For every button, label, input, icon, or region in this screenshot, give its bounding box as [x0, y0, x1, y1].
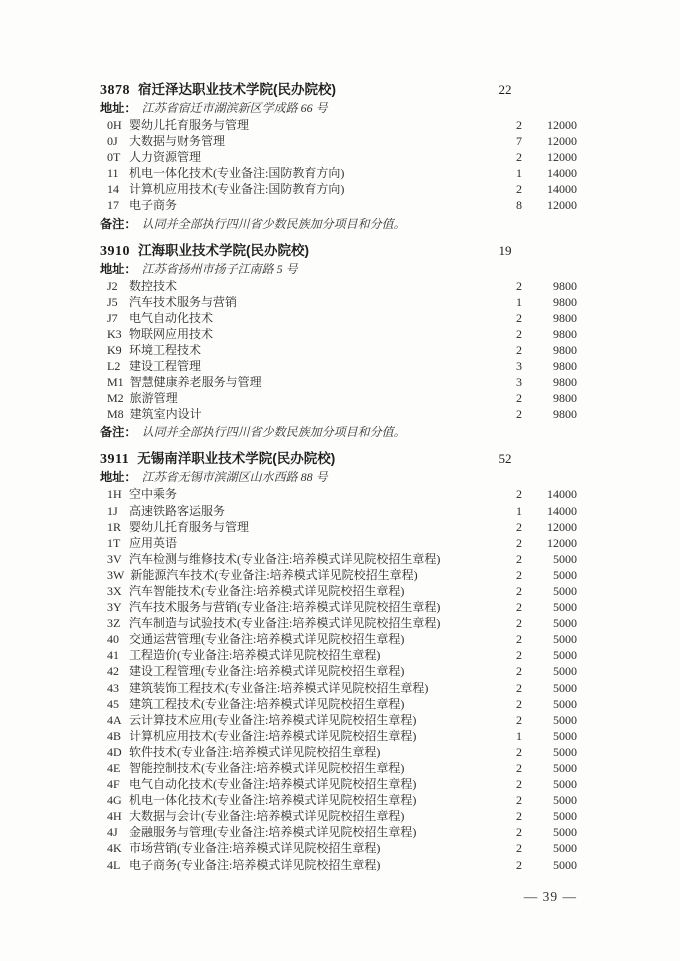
- school-section: [100, 241, 577, 442]
- school-total-quota: 22: [498, 82, 512, 97]
- school-name: 无锡南洋职业技术学院(民办院校): [137, 451, 336, 467]
- program-quota: 2: [516, 600, 522, 615]
- program-row: [100, 374, 577, 390]
- program-name: 空中乘务: [129, 487, 178, 502]
- program-name: 电子商务: [129, 198, 178, 213]
- program-name: 电子商务(专业备注:培养模式详见院校招生章程): [129, 857, 381, 872]
- address-label: 地址：: [100, 261, 137, 276]
- school-total-quota: 19: [498, 242, 512, 258]
- program-quota: 2: [516, 680, 522, 695]
- program-code: 4E: [107, 761, 121, 775]
- school-section: [100, 449, 577, 872]
- program-quota: 7: [516, 134, 522, 149]
- address-text: 江苏省无锡市滨湖区山水西路 88 号: [141, 470, 328, 485]
- program-name: 高速铁路客运服务: [129, 503, 226, 518]
- school-name: 江海职业技术学院(民办院校): [138, 242, 309, 258]
- program-quota: 2: [516, 150, 522, 165]
- program-code: 43: [107, 680, 119, 695]
- program-quota: 2: [516, 583, 522, 598]
- school-total-quota: 52: [498, 451, 512, 467]
- program-code: K3: [107, 326, 122, 341]
- program-row: [100, 647, 577, 663]
- program-row: [100, 133, 577, 149]
- program-code: M2: [107, 391, 124, 406]
- program-code: 3X: [107, 583, 122, 598]
- program-row: [100, 165, 577, 181]
- program-fee: 14000: [547, 503, 577, 518]
- program-quota: 2: [516, 535, 522, 550]
- program-quota: 2: [516, 519, 522, 534]
- program-quota: 2: [516, 310, 522, 325]
- program-name: 大数据与财务管理: [129, 134, 226, 149]
- address-text: 江苏省扬州市扬子江南路 5 号: [141, 261, 298, 276]
- program-name: 市场营销(专业备注:培养模式详见院校招生章程): [129, 841, 381, 856]
- program-name: 汽车制造与试验技术(专业备注:培养模式详见院校招生章程): [129, 616, 441, 631]
- program-name: 婴幼儿托育服务与管理: [129, 118, 250, 132]
- program-row: [100, 503, 577, 519]
- program-code: M8: [107, 407, 124, 422]
- program-quota: 2: [516, 326, 522, 341]
- program-row: [100, 696, 577, 712]
- program-row: [100, 117, 577, 133]
- program-row: [100, 744, 577, 760]
- program-name: 人力资源管理: [129, 150, 202, 165]
- program-quota: 2: [516, 391, 522, 406]
- program-fee: 9800: [553, 375, 577, 390]
- note-label: 备注：: [100, 216, 137, 231]
- program-code: 4L: [107, 857, 121, 872]
- program-code: 3Y: [107, 600, 122, 615]
- program-row: [100, 406, 577, 422]
- program-fee: 9800: [553, 278, 577, 293]
- program-code: 0H: [107, 118, 122, 132]
- program-name: 汽车智能技术(专业备注:培养模式详见院校招生章程): [129, 583, 405, 598]
- program-quota: 2: [516, 696, 522, 711]
- note-line: [100, 424, 577, 441]
- note-text: 认同并全部执行四川省少数民族加分项目和分值。: [141, 425, 406, 440]
- program-row: [100, 599, 577, 615]
- program-code: J5: [107, 294, 118, 309]
- program-row: [100, 390, 577, 406]
- address-line: [100, 100, 577, 117]
- program-row: [100, 310, 577, 326]
- program-fee: 5000: [553, 825, 577, 840]
- program-list: [100, 117, 577, 214]
- program-row: [100, 197, 577, 213]
- program-row: [100, 728, 577, 744]
- school-header: [100, 449, 577, 469]
- program-row: [100, 760, 577, 776]
- program-code: 3V: [107, 551, 122, 566]
- note-line: [100, 216, 577, 233]
- program-name: 应用英语: [129, 535, 178, 550]
- program-quota: 2: [516, 487, 522, 502]
- program-row: [100, 680, 577, 696]
- program-fee: 5000: [553, 680, 577, 695]
- program-name: 环境工程技术: [129, 342, 202, 357]
- program-code: 40: [107, 632, 119, 647]
- program-name: 汽车技术服务与营销(专业备注:培养模式详见院校招生章程): [129, 600, 441, 615]
- program-fee: 12000: [547, 150, 577, 165]
- program-name: 数控技术: [129, 278, 178, 293]
- school-header: [100, 241, 577, 261]
- program-fee: 9800: [553, 294, 577, 309]
- program-quota: 2: [516, 761, 522, 775]
- program-fee: 14000: [547, 166, 577, 181]
- address-label: 地址：: [100, 470, 137, 485]
- program-code: 4A: [107, 712, 122, 727]
- program-name: 新能源汽车技术(专业备注:培养模式详见院校招生章程): [130, 567, 418, 582]
- program-row: [100, 519, 577, 535]
- program-quota: 2: [516, 118, 522, 132]
- program-fee: 5000: [553, 583, 577, 598]
- program-code: 17: [107, 198, 119, 213]
- program-code: 3W: [107, 567, 125, 582]
- program-fee: 9800: [553, 310, 577, 325]
- address-text: 江苏省宿迁市湖滨新区学成路 66 号: [141, 101, 328, 115]
- program-fee: 12000: [547, 134, 577, 149]
- program-fee: 5000: [553, 551, 577, 566]
- program-fee: 5000: [553, 728, 577, 743]
- program-list: [100, 278, 577, 423]
- program-row: [100, 840, 577, 856]
- program-name: 建筑装饰工程技术(专业备注:培养模式详见院校招生章程): [129, 680, 429, 695]
- school-name: 宿迁泽达职业技术学院(民办院校): [138, 82, 336, 97]
- program-row: [100, 857, 577, 873]
- address-label: 地址：: [100, 101, 137, 115]
- program-name: 智慧健康养老服务与管理: [129, 375, 262, 390]
- program-name: 电气自动化技术: [129, 310, 214, 325]
- program-quota: 2: [516, 793, 522, 808]
- program-fee: 5000: [553, 793, 577, 808]
- program-name: 建设工程管理(专业备注:培养模式详见院校招生章程): [129, 664, 405, 679]
- program-row: [100, 792, 577, 808]
- program-name: 软件技术(专业备注:培养模式详见院校招生章程): [129, 744, 381, 759]
- program-quota: 2: [516, 632, 522, 647]
- program-name: 云计算技术应用(专业备注:培养模式详见院校招生章程): [129, 712, 417, 727]
- program-code: 4F: [107, 777, 120, 792]
- program-row: [100, 326, 577, 342]
- program-fee: 5000: [553, 761, 577, 775]
- note-label: 备注：: [100, 425, 137, 440]
- school-sections: [100, 80, 577, 873]
- program-quota: 2: [516, 551, 522, 566]
- program-fee: 12000: [547, 535, 577, 550]
- school-code: 3910: [100, 243, 130, 259]
- program-code: M1: [107, 375, 124, 390]
- program-fee: 5000: [553, 841, 577, 856]
- program-quota: 2: [516, 841, 522, 856]
- program-quota: 2: [516, 616, 522, 631]
- program-row: [100, 808, 577, 824]
- program-name: 汽车技术服务与营销: [129, 294, 238, 309]
- program-code: 45: [107, 696, 119, 711]
- program-quota: 3: [516, 375, 522, 390]
- program-fee: 12000: [547, 519, 577, 534]
- program-name: 机电一体化技术(专业备注:国防教育方向): [129, 166, 345, 181]
- program-quota: 8: [516, 198, 522, 213]
- program-row: [100, 824, 577, 840]
- program-fee: 12000: [547, 198, 577, 213]
- program-name: 智能控制技术(专业备注:培养模式详见院校招生章程): [129, 761, 405, 775]
- program-quota: 2: [516, 744, 522, 759]
- program-quota: 2: [516, 648, 522, 663]
- page-number: — 39 —: [523, 889, 577, 904]
- program-row: [100, 181, 577, 197]
- note-text: 认同并全部执行四川省少数民族加分项目和分值。: [141, 216, 406, 231]
- program-fee: 9800: [553, 391, 577, 406]
- program-quota: 2: [516, 712, 522, 727]
- program-code: 11: [107, 166, 119, 181]
- program-quota: 3: [516, 359, 522, 374]
- program-code: 1T: [107, 535, 121, 550]
- program-row: [100, 776, 577, 792]
- program-row: [100, 615, 577, 631]
- program-quota: 1: [516, 294, 522, 309]
- program-fee: 5000: [553, 600, 577, 615]
- program-quota: 1: [516, 166, 522, 181]
- program-code: 0T: [107, 150, 121, 165]
- program-code: J7: [107, 310, 118, 325]
- program-row: [100, 567, 577, 583]
- program-row: [100, 358, 577, 374]
- program-code: K9: [107, 342, 122, 357]
- program-name: 物联网应用技术: [129, 326, 214, 341]
- program-code: 14: [107, 182, 119, 197]
- program-code: 4H: [107, 809, 122, 824]
- program-fee: 14000: [547, 487, 577, 502]
- address-line: [100, 469, 577, 486]
- program-quota: 2: [516, 342, 522, 357]
- program-code: 0J: [107, 134, 118, 149]
- program-name: 机电一体化技术(专业备注:培养模式详见院校招生章程): [129, 793, 417, 808]
- program-row: [100, 583, 577, 599]
- program-name: 计算机应用技术(专业备注:培养模式详见院校招生章程): [129, 728, 417, 743]
- program-fee: 5000: [553, 712, 577, 727]
- program-code: 4J: [107, 825, 118, 840]
- program-quota: 2: [516, 825, 522, 840]
- program-row: [100, 342, 577, 358]
- program-name: 建设工程管理: [129, 359, 202, 374]
- program-code: 1H: [107, 487, 122, 502]
- program-fee: 5000: [553, 744, 577, 759]
- program-code: 4K: [107, 841, 122, 856]
- program-fee: 5000: [553, 632, 577, 647]
- program-code: 4B: [107, 728, 122, 743]
- program-quota: 2: [516, 567, 522, 582]
- program-name: 旅游管理: [129, 391, 178, 406]
- program-fee: 9800: [553, 326, 577, 341]
- program-quota: 2: [516, 182, 522, 197]
- program-quota: 2: [516, 407, 522, 422]
- program-code: L2: [107, 359, 121, 374]
- program-quota: 1: [516, 503, 522, 518]
- program-fee: 5000: [553, 809, 577, 824]
- program-fee: 5000: [553, 664, 577, 679]
- program-row: [100, 294, 577, 310]
- program-name: 婴幼儿托育服务与管理: [129, 519, 250, 534]
- program-code: 4G: [107, 793, 122, 808]
- program-row: [100, 535, 577, 551]
- program-name: 汽车检测与维修技术(专业备注:培养模式详见院校招生章程): [129, 551, 441, 566]
- program-name: 交通运营管理(专业备注:培养模式详见院校招生章程): [129, 632, 405, 647]
- program-row: [100, 486, 577, 502]
- address-line: [100, 261, 577, 278]
- program-row: [100, 631, 577, 647]
- program-code: 4D: [107, 744, 122, 759]
- program-name: 大数据与会计(专业备注:培养模式详见院校招生章程): [129, 809, 405, 824]
- program-fee: 5000: [553, 696, 577, 711]
- program-fee: 5000: [553, 777, 577, 792]
- program-name: 金融服务与管理(专业备注:培养模式详见院校招生章程): [129, 825, 417, 840]
- school-code: 3878: [100, 83, 130, 98]
- program-quota: 2: [516, 809, 522, 824]
- program-quota: 2: [516, 857, 522, 872]
- program-name: 计算机应用技术(专业备注:国防教育方向): [129, 182, 345, 197]
- program-fee: 9800: [553, 359, 577, 374]
- program-fee: 14000: [547, 182, 577, 197]
- program-name: 建筑工程技术(专业备注:培养模式详见院校招生章程): [129, 696, 405, 711]
- school-header: [100, 80, 577, 100]
- program-quota: 1: [516, 728, 522, 743]
- program-fee: 5000: [553, 616, 577, 631]
- program-row: [100, 712, 577, 728]
- program-fee: 5000: [553, 857, 577, 872]
- program-fee: 9800: [553, 342, 577, 357]
- program-quota: 2: [516, 664, 522, 679]
- program-name: 建筑室内设计: [129, 407, 202, 422]
- program-row: [100, 149, 577, 165]
- program-code: 41: [107, 648, 119, 663]
- program-fee: 12000: [547, 118, 577, 132]
- program-quota: 2: [516, 278, 522, 293]
- program-name: 工程造价(专业备注:培养模式详见院校招生章程): [129, 648, 381, 663]
- program-fee: 5000: [553, 648, 577, 663]
- program-code: 3Z: [107, 616, 121, 631]
- program-fee: 5000: [553, 567, 577, 582]
- program-quota: 2: [516, 777, 522, 792]
- program-row: [100, 278, 577, 294]
- program-fee: 9800: [553, 407, 577, 422]
- school-code: 3911: [100, 452, 130, 468]
- program-code: 42: [107, 664, 119, 679]
- school-section: [100, 80, 577, 233]
- program-code: J2: [107, 278, 118, 293]
- program-row: [100, 663, 577, 679]
- program-name: 电气自动化技术(专业备注:培养模式详见院校招生章程): [129, 777, 417, 792]
- program-row: [100, 551, 577, 567]
- program-code: 1J: [107, 503, 118, 518]
- program-list: [100, 486, 577, 872]
- program-code: 1R: [107, 519, 122, 534]
